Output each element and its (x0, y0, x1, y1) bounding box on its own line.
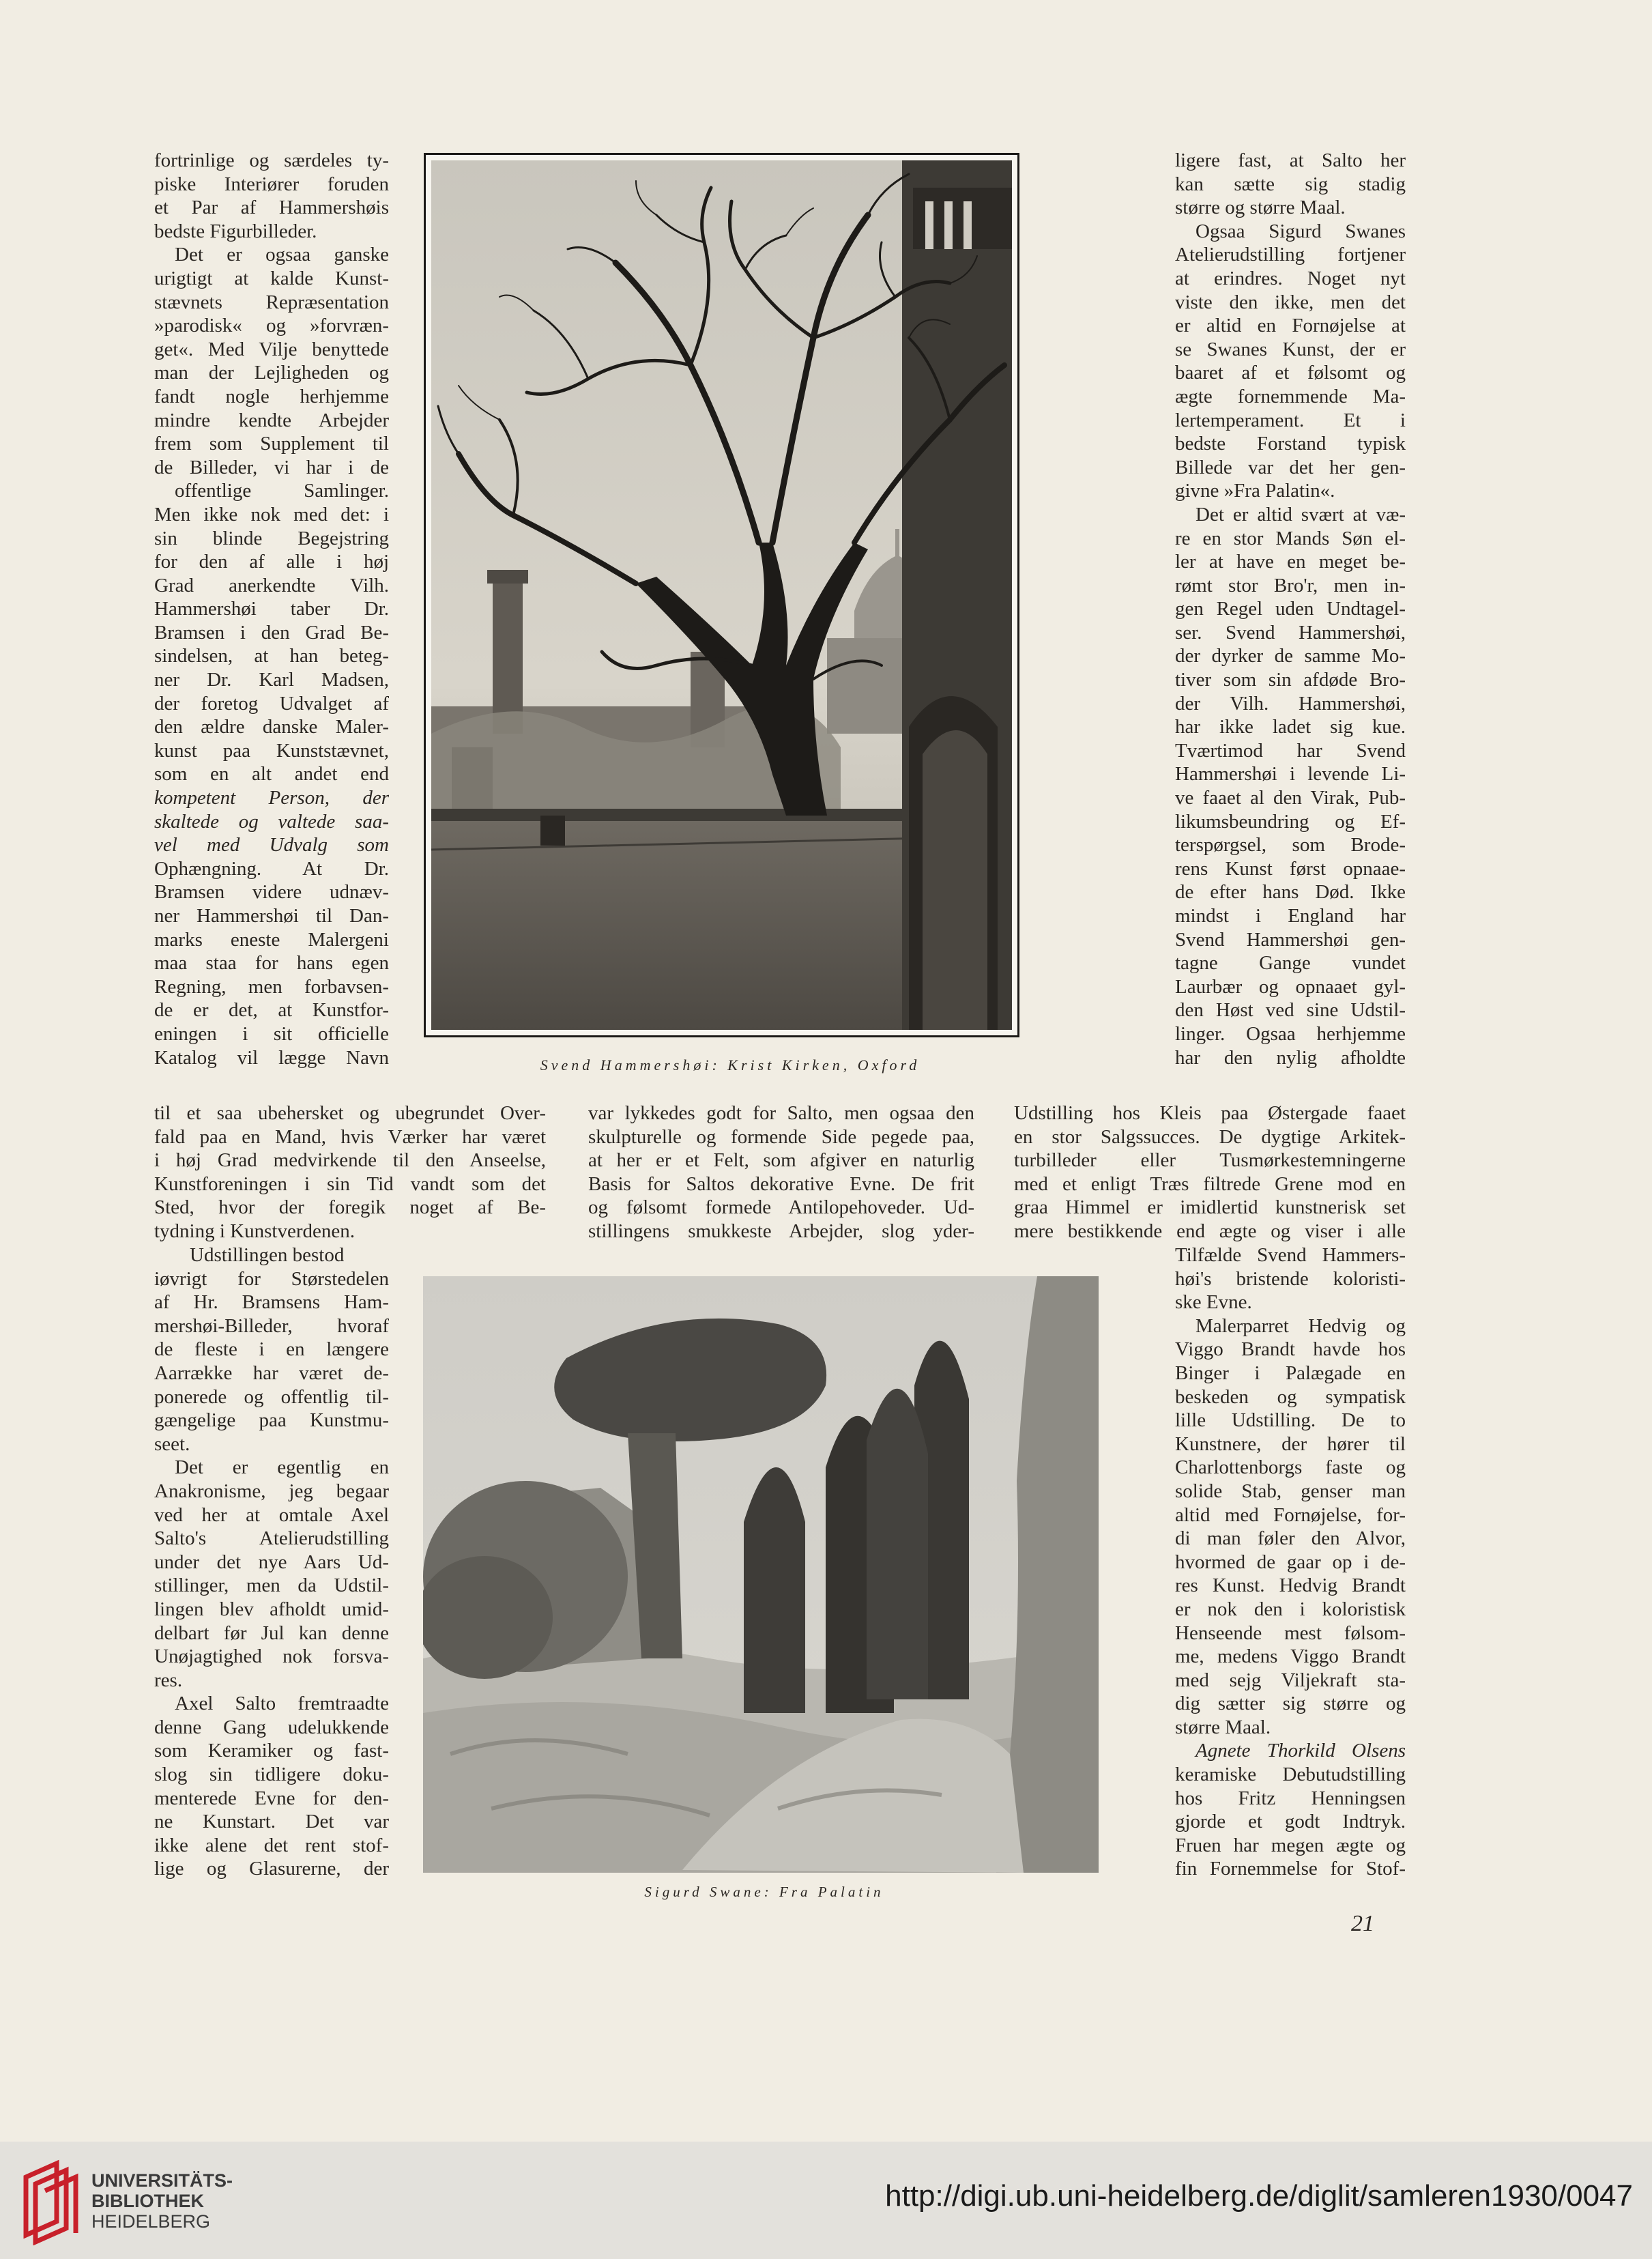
text-line: gængelige paa Kunstmu- (154, 1409, 389, 1432)
text-line: skulpturelle og formende Side pegede paa, (588, 1125, 974, 1148)
text-line: turbilleder eller Tusmørkestemningerne (1014, 1149, 1406, 1172)
text-line: Det er egentlig en (175, 1456, 389, 1479)
text-line: Udstilling hos Kleis paa Østergade faaet (1014, 1102, 1406, 1124)
text-line: Tværtimod har Svend (1175, 739, 1406, 762)
text-line: tydning i Kunstverdenen. (154, 1220, 355, 1242)
text-line: Basis for Saltos dekorative Evne. De frit (588, 1172, 974, 1195)
text-line: er altid en Fornøjelse at (1175, 315, 1406, 337)
text-line: man der Lejligheden og (154, 362, 389, 384)
library-name-line-1: UNIVERSITÄTS- (91, 2170, 233, 2191)
text-line: at her er et Felt, som afgiver en naturlig (588, 1149, 974, 1172)
text-line: Laurbær og opnaaet gyl- (1175, 975, 1406, 998)
text-line: fin Fornemmelse for Stof- (1175, 1858, 1406, 1880)
mid-band-col-3 (1014, 1102, 1406, 1243)
text-line: har ikke ladet sig kue. (1175, 716, 1406, 738)
text-line: til et saa ubehersket og ubegrundet Over- (154, 1102, 546, 1124)
text-line: ler at have en meget be- (1175, 551, 1406, 573)
bottom-plate-caption: Sigurd Swane: Fra Palatin (644, 1884, 884, 1900)
text-line: givne »Fra Palatin«. (1175, 480, 1335, 502)
text-line: fald paa en Mand, hvis Værker har været (154, 1125, 546, 1148)
text-line: ser. Svend Hammershøi, (1175, 621, 1406, 644)
photo-krist-kirken (431, 160, 1012, 1030)
text-line: res Kunst. Hedvig Brandt (1175, 1574, 1406, 1597)
text-line: dig sætter sig større og (1175, 1693, 1406, 1715)
text-line: Charlottenborgs faste og (1175, 1456, 1406, 1479)
text-line: Men ikke nok med det: i (154, 503, 389, 526)
text-line: lingen blev afholdt umid- (154, 1598, 389, 1620)
text-line: stillinger, men da Udstil- (154, 1574, 389, 1597)
text-line: Kunstforeningen i sin Tid vandt som det (154, 1172, 546, 1195)
text-line: der dyrker de samme Mo- (1175, 645, 1406, 667)
text-line: sindelsen, at han beteg- (154, 645, 389, 667)
text-line: hos Fritz Henningsen (1175, 1787, 1406, 1809)
text-line: altid med Fornøjelse, for- (1175, 1503, 1406, 1526)
mid-band-col-2 (588, 1102, 974, 1243)
text-line: Kunstnere, der hører til (1175, 1433, 1406, 1455)
text-line-italic: skaltede og valtede saa- (154, 810, 389, 833)
text-line: Tilfælde Svend Hammers- (1175, 1244, 1406, 1266)
text-line: keramiske Debutudstilling (1175, 1764, 1406, 1786)
text-line: fandt nogle herhjemme (154, 385, 389, 407)
text-line: Atelierudstilling fortjener (1175, 244, 1406, 266)
text-line: bedste Forstand typisk (1175, 433, 1406, 455)
text-line: Fruen har megen ægte og (1175, 1834, 1406, 1856)
text-line: seet. (154, 1433, 190, 1455)
text-line: af Hr. Bramsens Ham- (154, 1291, 389, 1314)
left-column-lower (154, 1243, 389, 1881)
text-line: rømt stor Bro'r, men in- (1175, 574, 1406, 596)
top-plate (424, 153, 1019, 1037)
text-line: linger. Ogsaa herhjemme (1175, 1022, 1406, 1045)
text-line: den Høst ved sine Udstil- (1175, 999, 1406, 1022)
text-line: at erindres. Noget nyt (1175, 267, 1406, 289)
text-line: Unøjagtighed nok forsva- (154, 1645, 389, 1668)
text-line: Ophængning. At Dr. (154, 857, 389, 880)
text-line: er nok den i koloristisk (1175, 1598, 1406, 1620)
text-line: Det er ogsaa ganske (175, 244, 389, 266)
text-line: i høj Grad medvirkende til den Anseelse, (154, 1149, 546, 1172)
text-line: stillingens smukkeste Arbejder, slog yder- (588, 1220, 974, 1242)
text-line-italic: Agnete Thorkild Olsens (1195, 1740, 1406, 1762)
text-line: Henseende mest følsom- (1175, 1622, 1406, 1644)
text-line: sin blinde Begejstring (154, 527, 389, 549)
text-line: marks eneste Malergeni (154, 928, 389, 951)
text-line: Billede var det her gen- (1175, 456, 1406, 478)
text-line: se Swanes Kunst, der er (1175, 338, 1406, 360)
text-line: slog sin tidligere doku- (154, 1764, 389, 1786)
photo-fra-palatin (423, 1276, 1099, 1873)
text-line: Hammershøi taber Dr. (154, 598, 389, 620)
library-name (91, 2170, 233, 2232)
text-line: Katalog vil lægge Navn (154, 1046, 389, 1069)
text-line: større og større Maal. (1175, 197, 1346, 219)
text-line: viste den ikke, men det (1175, 291, 1406, 313)
text-line: mere bestikkende end ægte og viser i alle (1014, 1220, 1406, 1242)
text-line: den ældre danske Maler- (154, 716, 389, 738)
library-logo-icon (19, 2157, 81, 2245)
text-line: frem som Supplement til (154, 433, 389, 455)
text-line: gjorde et godt Indtryk. (1175, 1811, 1406, 1833)
text-line: Ogsaa Sigurd Swanes (1195, 220, 1406, 242)
text-line: ve faaet al den Virak, Pub- (1175, 787, 1406, 809)
text-line: har den nylig afholdte (1175, 1046, 1406, 1069)
text-line: baaret af et følsomt og (1175, 362, 1406, 384)
text-line: der Vilh. Hammershøi, (1175, 692, 1406, 715)
text-line: rens Kunst først opnaae- (1175, 857, 1406, 880)
text-line: offentlige Samlinger. (175, 480, 389, 502)
source-url-link[interactable]: http://digi.ub.uni-heidelberg.de/diglit/samleren1930/0047 (885, 2179, 1633, 2213)
text-line: terspørgsel, som Brode- (1175, 834, 1406, 857)
left-column-upper (154, 149, 389, 1069)
text-line: solide Stab, genser man (1175, 1480, 1406, 1502)
text-line: delbart før Jul kan denne (154, 1622, 389, 1644)
text-line: Bramsen videre udnæv- (154, 881, 389, 904)
text-line: ponerede og offentlig til- (154, 1385, 389, 1408)
text-line: stævnets Repræsentation (154, 291, 389, 313)
text-line: større Maal. (1175, 1716, 1271, 1738)
mid-band-col-1 (154, 1102, 546, 1243)
text-line: for den af alle i høj (154, 551, 389, 573)
text-line: under det nye Aars Ud- (154, 1551, 389, 1573)
text-line: Grad anerkendte Vilh. (154, 574, 389, 596)
text-line: beskeden og sympatisk (1175, 1385, 1406, 1408)
text-line: som en alt andet end (154, 763, 389, 786)
text-line: tagne Gange vundet (1175, 952, 1406, 975)
text-line: likumsbeundring og Ef- (1175, 810, 1406, 833)
text-line: der foretog Udvalget af (154, 692, 389, 715)
right-column-upper (1175, 149, 1406, 1069)
text-line: ikke alene det rent stof- (154, 1834, 389, 1856)
text-line: iøvrigt for Størstedelen (154, 1267, 389, 1290)
text-line: Sted, hvor der foregik noget af Be- (154, 1196, 546, 1219)
text-line: fortrinlige og særdeles ty- (154, 149, 389, 171)
text-line: gen Regel uden Undtagel- (1175, 598, 1406, 620)
text-line: med et enligt Træs filtrede Grene mod en (1014, 1172, 1406, 1195)
text-line: de fleste i en længere (154, 1338, 389, 1361)
text-line: di man føler den Alvor, (1175, 1527, 1406, 1550)
text-line: ner Dr. Karl Madsen, (154, 669, 389, 691)
text-line: Malerparret Hedvig og (1195, 1314, 1406, 1337)
text-line: Regning, men forbavsen- (154, 975, 389, 998)
text-line-italic: vel med Udvalg som (154, 834, 389, 857)
text-line: ner Hammershøi til Dan- (154, 905, 389, 927)
text-line: var lykkedes godt for Salto, men ogsaa den (588, 1102, 974, 1124)
text-line: ægte fornemmende Ma- (1175, 385, 1406, 407)
text-line: mershøi-Billeder, hvoraf (154, 1314, 389, 1337)
text-line: med sejg Viljekraft sta- (1175, 1669, 1406, 1691)
text-line: som Keramiker og fast- (154, 1740, 389, 1762)
text-line: ligere fast, at Salto her (1175, 149, 1406, 171)
text-line: Anakronisme, jeg begaar (154, 1480, 389, 1502)
text-line: ne Kunstart. Det var (154, 1811, 389, 1833)
top-plate-caption: Svend Hammershøi: Krist Kirken, Oxford (540, 1056, 921, 1074)
text-line: Binger i Palægade en (1175, 1362, 1406, 1384)
text-line: get«. Med Vilje benyttede (154, 338, 389, 360)
text-line: me, medens Viggo Brandt (1175, 1645, 1406, 1668)
text-line: Svend Hammershøi gen- (1175, 928, 1406, 951)
text-line: tiver som sin afdøde Bro- (1175, 669, 1406, 691)
text-line: maa staa for hans egen (154, 952, 389, 975)
text-line: lille Udstilling. De to (1175, 1409, 1406, 1432)
text-line: denne Gang udelukkende (154, 1716, 389, 1738)
text-line: hvormed de gaar op i de- (1175, 1551, 1406, 1573)
text-line: Axel Salto fremtraadte (175, 1693, 389, 1715)
text-line: de er det, at Kunstfor- (154, 999, 389, 1022)
text-line: bedste Figurbilleder. (154, 220, 317, 242)
text-line: urigtigt at kalde Kunst- (154, 267, 389, 289)
text-line: Det er altid svært at væ- (1195, 503, 1406, 526)
text-line: Bramsen i den Grad Be- (154, 621, 389, 644)
text-line: res. (154, 1669, 183, 1691)
text-line: piske Interiører foruden (154, 173, 389, 195)
library-name-line-3: HEIDELBERG (91, 2211, 211, 2232)
text-line: graa Himmel er imidlertid kunstnerisk set (1014, 1196, 1406, 1219)
text-line: »parodisk« og »forvræn- (154, 315, 389, 337)
text-line: et Par af Hammershøis (154, 197, 389, 219)
text-line: mindre kendte Arbejder (154, 409, 389, 431)
text-line: eningen i sit officielle (154, 1022, 389, 1045)
text-line: Viggo Brandt havde hos (1175, 1338, 1406, 1361)
text-line: mindst i England har (1175, 905, 1406, 927)
text-line: en stor Salgssucces. De dygtige Arkitek- (1014, 1125, 1406, 1148)
text-line: Aarrække har været de- (154, 1362, 389, 1384)
page-number: 21 (1351, 1911, 1374, 1936)
text-line: kunst paa Kunststævnet, (154, 739, 389, 762)
text-line: Hammershøi i levende Li- (1175, 763, 1406, 786)
text-line: ved her at omtale Axel (154, 1503, 389, 1526)
text-line: de efter hans Død. Ikke (1175, 881, 1406, 904)
text-line: Udstillingen bestod (190, 1244, 345, 1266)
text-line: lertemperament. Et i (1175, 409, 1406, 431)
right-column-lower (1175, 1243, 1406, 1881)
text-line: menterede Evne for den- (154, 1787, 389, 1809)
text-line: ske Evne. (1175, 1291, 1252, 1314)
text-line: kan sætte sig stadig (1175, 173, 1406, 195)
library-name-line-2: BIBLIOTHEK (91, 2191, 204, 2211)
text-line: lige og Glasurerne, der (154, 1858, 389, 1880)
library-footer (0, 2142, 1652, 2259)
text-line-italic: kompetent Person, der (154, 787, 389, 809)
text-line: de Billeder, vi har i de (154, 456, 389, 478)
text-line: Salto's Atelierudstilling (154, 1527, 389, 1550)
text-line: og følsomt formede Antilopehoveder. Ud- (588, 1196, 974, 1219)
text-line: høi's bristende koloristi- (1175, 1267, 1406, 1290)
text-line: re en stor Mands Søn el- (1175, 527, 1406, 549)
